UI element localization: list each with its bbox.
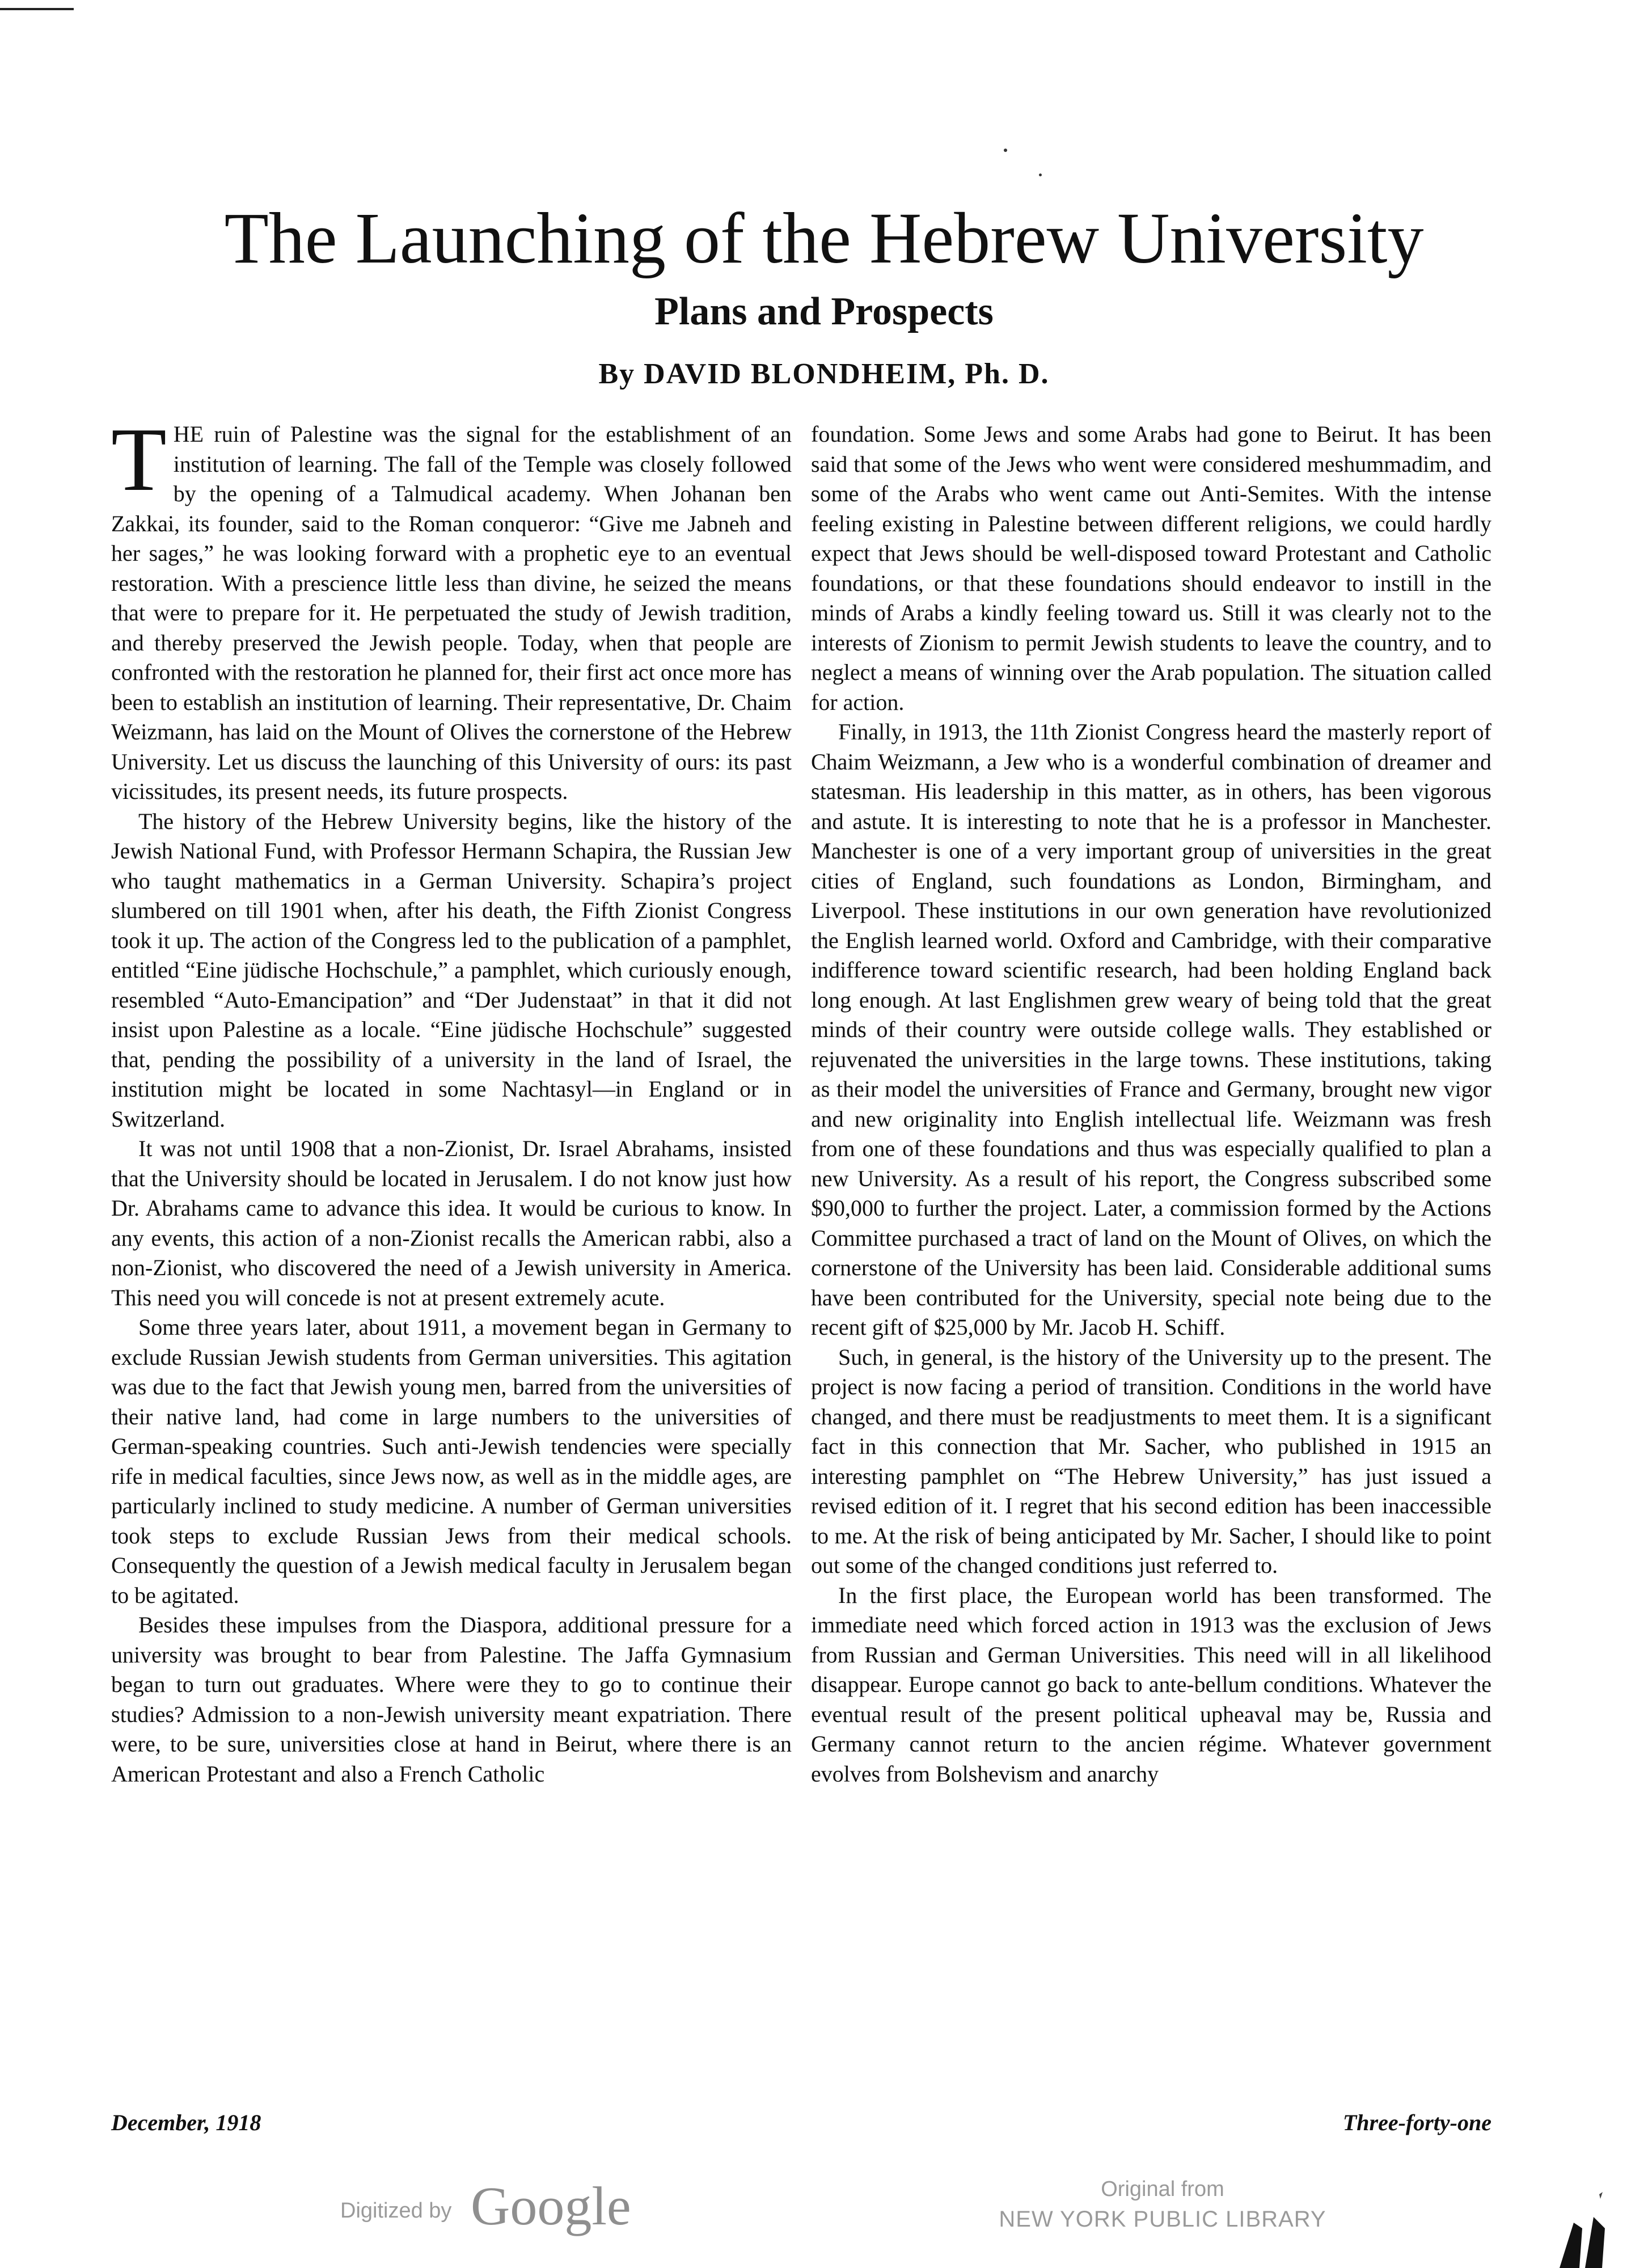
article-subtitle: Plans and Prospects — [654, 290, 994, 333]
page-corner-mark-icon — [1548, 2189, 1616, 2268]
article-byline: By DAVID BLONDHEIM, Ph. D. — [598, 358, 1050, 390]
paragraph: It was not until 1908 that a non-Zionist, Dr. Israel Abrahams, insisted that the University should be located in Jerusalem. I do not know just how Dr. Abrahams came to advance this idea. It would be curious to know. In any events, this action of a non-Zionist recalls the American rabbi, also a non-Zionist, who discovered the need of a Jewish university in America. This need you will concede is not at present extremely acute. — [111, 1136, 792, 1310]
corner-rule — [0, 8, 74, 10]
print-speck — [1004, 149, 1007, 152]
paragraph: In the first place, the European world has been transformed. The immediate need which forced action in 1913 was the exclusion of Jews from Russian and German Universities. This need will in all likelihood disappear. Europe cannot go back to ante-bellum conditions. Whatever the eventual result of the present political upheaval may be, Russia and Germany cannot return to the ancien régime. Whatever government evolves from Bolshevism and anarchy — [811, 1582, 1491, 1787]
paragraph: Such, in general, is the history of the University up to the present. The project is now facing a period of transition. Conditions in the world have changed, and there must be readjustments to meet them. It is a significant fact in this connection that Mr. Sacher, who published in 1915 an interesting pamphlet on “The Hebrew University,” has just issued a revised edition of it. I regret that his second edition has been inaccessible to me. At the risk of being anticipated by Mr. Sacher, I should like to point out some of the changed conditions just referred to. — [811, 1344, 1491, 1578]
right-column — [811, 420, 1491, 1789]
drop-cap: T — [111, 409, 167, 510]
left-column — [111, 409, 792, 1789]
paragraph: Besides these impulses from the Diaspora, additional pressure for a university was brought to bear from Palestine. The Jaffa Gymnasium began to turn out graduates. Where were they to go to continue their studies? Admission to a non-Jewish university meant expatriation. There were, to be sure, universities close at hand in Beirut, where there is an American Protestant and also a French Catholic — [111, 1612, 792, 1787]
print-speck — [1039, 174, 1042, 176]
paragraph: Some three years later, about 1911, a movement began in Germany to exclude Russian Jewish students from German universities. This agitation was due to the fact that Jewish young men, barred from the universities of their native land, had come in large numbers to the universities of German-speaking countries. Such anti-Jewish tendencies were specially rife in medical faculties, since Jews now, as well as in the middle ages, are particularly inclined to study medicine. A number of German universities took steps to exclude Russian Jews from their medical schools. Consequently the question of a Jewish medical faculty in Jerusalem began to be agitated. — [111, 1314, 792, 1608]
digitized-by-label: Digitized by — [340, 2199, 452, 2223]
paragraph: The history of the Hebrew University begins, like the history of the Jewish National Fund, with Professor Hermann Schapira, the Russian Jew who taught mathematics in a German University. Schapira’s project slumbered on till 1901 when, after his death, the Fifth Zionist Congress took it up. The action of the Congress led to the publication of a pamphlet, entitled “Eine jüdische Hochschule,” a pamphlet, which curiously enough, resembled “Auto-Emancipation” and “Der Judenstaat” in that it did not insist upon Palestine as a locale. “Eine jüdische Hochschule” suggested that, pending the possibility of a university in the land of Israel, the institution might be located in some Nachtasyl—in England or in Switzerland. — [111, 808, 792, 1132]
library-name: NEW YORK PUBLIC LIBRARY — [999, 2207, 1326, 2232]
footer-page-number: Three-forty-one — [1342, 2110, 1491, 2135]
paragraph: Finally, in 1913, the 11th Zionist Congress heard the masterly report of Chaim Weizmann, a Jew who is a wonderful combination of dreamer and statesman. His leadership in this matter, as in others, has been vigorous and astute. It is interesting to note that he is a professor in Manchester. Manchester is one of a very important group of universities in the great cities of England, such foundations as London, Birmingham, and Liverpool. These institutions in our own generation have revolutionized the English learned world. Oxford and Cambridge, with their comparative indifference toward scientific research, had been holding England back long enough. At last Englishmen grew weary of being told that the great minds of their country were outside college walls. They established or rejuvenated the universities in the large towns. These institutions, taking as their model the universities of France and Germany, brought new vigor and new originality into English intellectual life. Weizmann was fresh from one of these foundations and thus was especially qualified to plan a new University. As a result of his report, the Congress subscribed some $90,000 to further the project. Later, a commission formed by the Actions Committee purchased a tract of land on the Mount of Olives, on which the cornerstone of the University has been laid. Considerable additional sums have been contributed for the University, special note being due to the recent gift of $25,000 by Mr. Jacob H. Schiff. — [811, 719, 1491, 1340]
article-title: The Launching of the Hebrew University — [224, 198, 1424, 278]
paragraph-text: HE ruin of Palestine was the signal for the establishment of an institution of learning. The fall of the Temple was closely followed by the opening of a Talmudical academy. When Johanan ben Zakkai, its founder, said to the Roman conqueror: “Give me Jabneh and her sages,” he was looking forward with a prophetic eye to an eventual restoration. With a prescience little less than divine, he seized the means that were to prepare for it. He perpetuated the study of Jewish tradition, and thereby preserved the Jewish people. Today, when that people are confronted with the restoration he planned for, their first act once more has been to establish an institution of learning. Their representative, Dr. Chaim Weizmann, has laid on the Mount of Olives the cornerstone of the Hebrew University. Let us discuss the launching of this University of ours: its past vicissitudes, its present needs, its future prospects. — [111, 421, 792, 804]
paragraph — [111, 409, 792, 807]
paragraph: foundation. Some Jews and some Arabs had gone to Beirut. It has been said that some of the Jews who went were considered meshummadim, and some of the Arabs who went came out Anti-Semites. With the intense feeling existing in Palestine between different religions, we could hardly expect that Jews should be well-disposed toward Protestant and Catholic foundations, or that these foundations should endeavor to instill in the minds of Arabs a kindly feeling toward us. Still it was clearly not to the interests of Zionism to permit Jewish students to leave the country, and to neglect a means of winning over the Arab population. The situation called for action. — [811, 421, 1491, 715]
footer-date: December, 1918 — [111, 2110, 261, 2135]
google-logo: Google — [471, 2176, 631, 2236]
original-from-label: Original from — [1101, 2177, 1224, 2201]
